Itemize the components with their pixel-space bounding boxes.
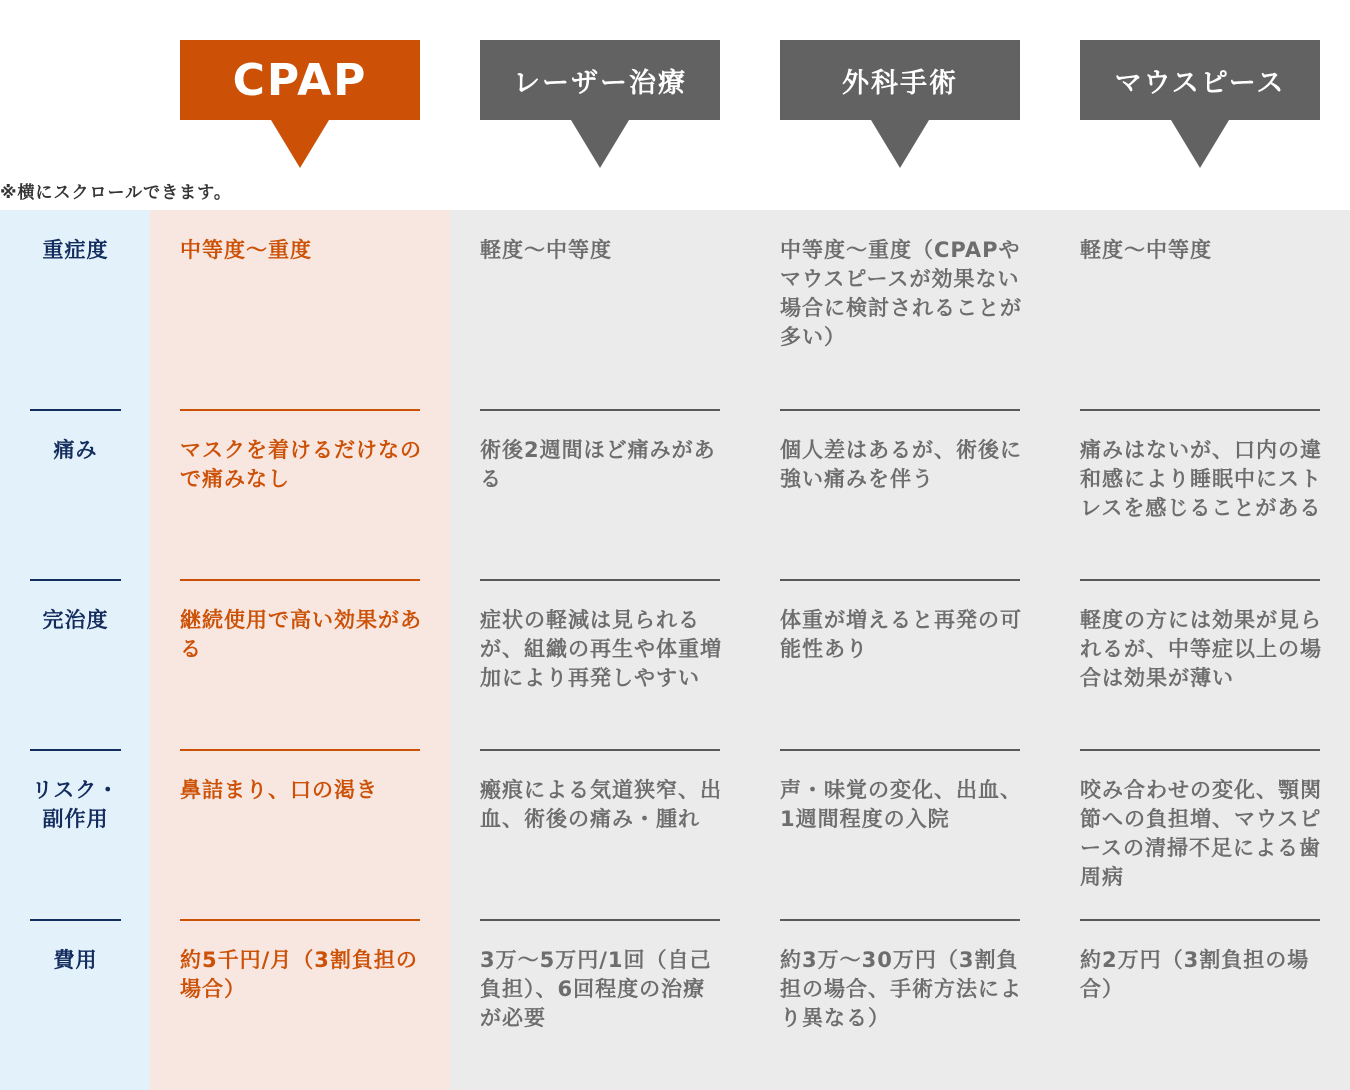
header-surgery: 外科手術 bbox=[780, 40, 1020, 120]
cell-cpap-severity: 中等度～重度 bbox=[180, 238, 312, 262]
row-divider bbox=[1080, 919, 1320, 921]
row-divider bbox=[30, 919, 121, 921]
cell-laser-cure-rate: 症状の軽減は見られるが、組織の再生や体重増加により再発しやすい bbox=[480, 608, 722, 690]
row-divider bbox=[780, 919, 1020, 921]
row-divider bbox=[480, 749, 720, 751]
cell-cpap-pain: マスクを着けるだけなので痛みなし bbox=[180, 438, 422, 491]
cell-mouthpiece-pain: 痛みはないが、口内の違和感により睡眠中にストレスを感じることがある bbox=[1080, 438, 1322, 520]
row-divider bbox=[30, 579, 121, 581]
row-divider bbox=[180, 579, 420, 581]
row-divider bbox=[480, 919, 720, 921]
row-divider bbox=[180, 919, 420, 921]
cell-laser-severity: 軽度～中等度 bbox=[480, 238, 612, 262]
row-divider bbox=[480, 409, 720, 411]
row-divider bbox=[780, 749, 1020, 751]
row-divider bbox=[180, 409, 420, 411]
cell-surgery-risk: 声・味覚の変化、出血、1週間程度の入院 bbox=[780, 778, 1022, 831]
row-divider bbox=[1080, 409, 1320, 411]
cell-surgery-severity: 中等度～重度（CPAPやマウスピースが効果ない場合に検討されることが多い） bbox=[780, 238, 1022, 349]
cell-mouthpiece-risk: 咬み合わせの変化、顎関節への負担増、マウスピースの清掃不足による歯周病 bbox=[1080, 778, 1322, 889]
header-mouthpiece: マウスピース bbox=[1080, 40, 1320, 120]
row-divider bbox=[1080, 749, 1320, 751]
cell-cpap-cost: 約5千円/月（3割負担の場合） bbox=[180, 948, 418, 1001]
cell-surgery-cure-rate: 体重が増えると再発の可能性あり bbox=[780, 608, 1022, 661]
cell-laser-risk: 瘢痕による気道狭窄、出血、術後の痛み・腫れ bbox=[480, 778, 722, 831]
row-label-cost: 費用 bbox=[53, 948, 98, 972]
cell-surgery-cost: 約3万～30万円（3割負担の場合、手術方法により異なる） bbox=[780, 948, 1022, 1030]
row-label-cure-rate: 完治度 bbox=[42, 608, 109, 632]
header-laser: レーザー治療 bbox=[480, 40, 720, 120]
cell-laser-pain: 術後2週間ほど痛みがある bbox=[480, 438, 716, 491]
row-divider bbox=[480, 579, 720, 581]
row-divider bbox=[30, 749, 121, 751]
row-divider bbox=[780, 579, 1020, 581]
row-divider bbox=[1080, 579, 1320, 581]
row-label-pain: 痛み bbox=[53, 438, 98, 462]
cell-mouthpiece-severity: 軽度～中等度 bbox=[1080, 238, 1212, 262]
row-divider bbox=[180, 749, 420, 751]
row-label-severity: 重症度 bbox=[42, 238, 109, 262]
cell-mouthpiece-cure-rate: 軽度の方には効果が見られるが、中等症以上の場合は効果が薄い bbox=[1080, 608, 1322, 690]
row-label-risk: リスク・副作用 bbox=[31, 778, 120, 831]
cell-laser-cost: 3万～5万円/1回（自己負担）、6回程度の治療が必要 bbox=[480, 948, 712, 1030]
scroll-note: ※横にスクロールできます。 bbox=[0, 183, 232, 203]
cell-cpap-risk: 鼻詰まり、口の渇き bbox=[180, 778, 378, 802]
header-cpap: CPAP bbox=[180, 40, 420, 120]
cell-surgery-pain: 個人差はあるが、術後に強い痛みを伴う bbox=[780, 438, 1022, 491]
cell-cpap-cure-rate: 継続使用で高い効果がある bbox=[180, 608, 422, 661]
cell-mouthpiece-cost: 約2万円（3割負担の場合） bbox=[1080, 948, 1310, 1001]
row-divider bbox=[780, 409, 1020, 411]
row-divider bbox=[30, 409, 121, 411]
